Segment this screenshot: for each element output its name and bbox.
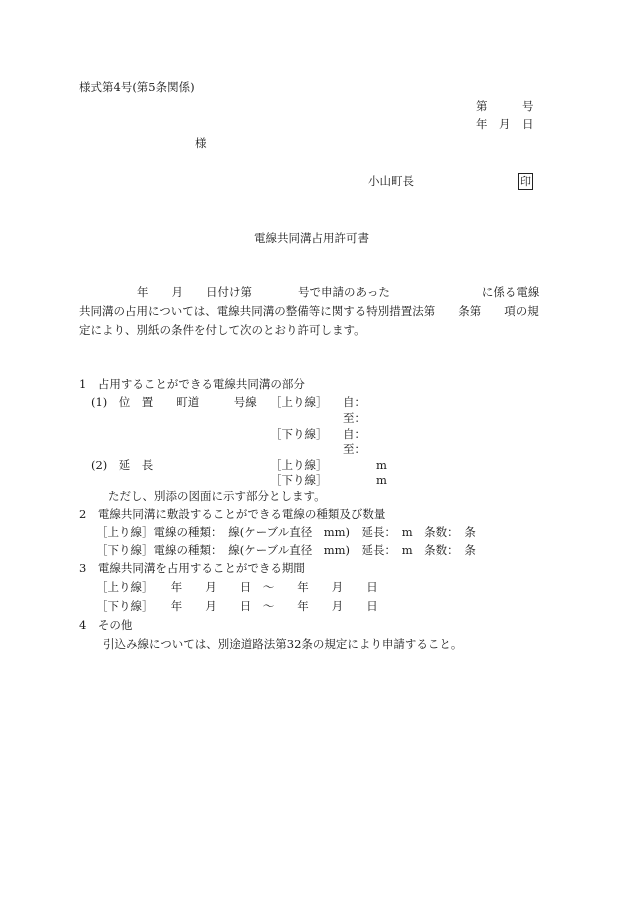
issue-date: 年 月 日: [476, 117, 534, 131]
section3-heading: 3 電線共同溝を占用することができる期間: [79, 561, 305, 575]
section2-down-row: ［下り線］電線の種類： 線(ケーブル直径 mm) 延長： m 条数： 条: [96, 543, 476, 557]
section2-heading: 2 電線共同溝に敷設することができる電線の種類及び数量: [79, 507, 386, 521]
section2-up-row: ［上り線］電線の種類： 線(ケーブル直径 mm) 延長： m 条数： 条: [96, 525, 476, 539]
addressee-suffix: 様: [195, 136, 207, 150]
section1-length-label: (2) 延 長: [91, 458, 154, 472]
body-line-1: 年 月 日付け第 号で申請のあった に係る電線: [137, 285, 540, 299]
seal-stamp: 印: [520, 175, 531, 188]
form-label: 様式第4号(第5条関係): [79, 80, 195, 94]
document-title: 電線共同溝占用許可書: [254, 231, 369, 245]
section1-length-up-unit: m: [376, 458, 387, 472]
document-number: 第 号: [476, 99, 534, 113]
issuer-name: 小山町長: [368, 174, 414, 188]
body-line-3: 定により、別紙の条件を付して次のとおり許可します。: [79, 323, 366, 337]
section4-heading: 4 その他: [79, 618, 133, 632]
section1-location-label: (1) 位 置 町道 号線: [91, 395, 257, 409]
section4-text: 引込み線については、別途道路法第32条の規定により申請すること。: [103, 637, 463, 651]
section3-up-row: ［上り線］ 年 月 日 ～ 年 月 日: [96, 580, 378, 594]
section1-up-line-label: ［上り線］: [270, 395, 328, 409]
body-line-2: 共同溝の占用については、電線共同溝の整備等に関する特別措置法第 条第 項の規: [79, 304, 539, 318]
section1-down-from: 自：: [343, 427, 366, 441]
section1-down-to: 至：: [343, 442, 366, 456]
section1-length-down-label: ［下り線］: [270, 473, 328, 487]
section1-length-down-unit: m: [376, 473, 387, 487]
section1-length-up-label: ［上り線］: [270, 458, 328, 472]
section1-down-line-label: ［下り線］: [270, 427, 328, 441]
section1-note: ただし、別添の図面に示す部分とします。: [108, 489, 326, 503]
section1-up-to: 至：: [343, 411, 366, 425]
section1-up-from: 自：: [343, 395, 366, 409]
section1-heading: 1 占用することができる電線共同溝の部分: [79, 377, 305, 391]
section3-down-row: ［下り線］ 年 月 日 ～ 年 月 日: [96, 599, 378, 613]
